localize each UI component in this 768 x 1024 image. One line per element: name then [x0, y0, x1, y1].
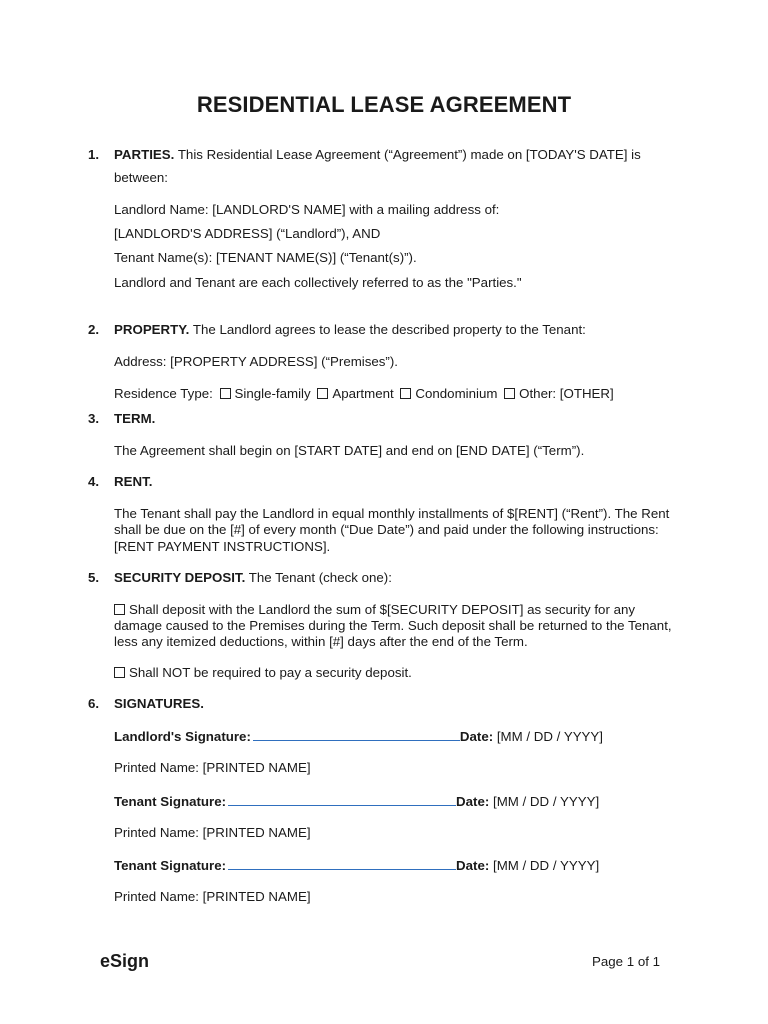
- tenant-1-signature-row: [114, 793, 599, 810]
- parties-collective-line: Landlord and Tenant are each collectively referred to as the "Parties.": [114, 275, 522, 290]
- section-6-number: 6.: [88, 696, 100, 711]
- landlord-printed-name: Printed Name: [PRINTED NAME]: [114, 760, 311, 775]
- tenant-1-printed-name: Printed Name: [PRINTED NAME]: [114, 825, 311, 840]
- checkbox-no-deposit[interactable]: [114, 667, 125, 678]
- section-5-heading: SECURITY DEPOSIT.: [114, 570, 246, 585]
- landlord-address-line: [LANDLORD'S ADDRESS] (“Landlord”), AND: [114, 226, 381, 241]
- section-4-heading: RENT.: [114, 474, 153, 489]
- landlord-date-label: Date:: [459, 729, 494, 744]
- section-1-intro-text: This Residential Lease Agreement (“Agreement”) made on [TODAY'S DATE] is: [177, 147, 641, 162]
- tenant-names-line: Tenant Name(s): [TENANT NAME(S)] (“Tenant(s)”).: [114, 250, 417, 265]
- rent-line-2: shall be due on the [#] of every month (“Due Date”) and paid under the following instructions:: [114, 522, 659, 537]
- option-condominium: Condominium: [415, 386, 498, 401]
- section-3-heading: TERM.: [114, 411, 156, 426]
- deposit-option-1-line-3: less any itemized deductions, within [#] days after the end of the Term.: [114, 634, 528, 649]
- deposit-option-2-line: [114, 665, 412, 681]
- checkbox-single-family[interactable]: [220, 388, 231, 399]
- tenant-1-signature-field[interactable]: [228, 793, 456, 806]
- tenant-2-signature-label: Tenant Signature:: [114, 858, 227, 873]
- section-5-intro-line: [114, 570, 392, 586]
- section-1-intro-line-1: [114, 147, 641, 163]
- section-2-heading: PROPERTY.: [114, 322, 190, 337]
- tenant-1-date-label: Date:: [456, 794, 490, 809]
- section-2-number: 2.: [88, 322, 100, 337]
- section-2-intro-text: The Landlord agrees to lease the described property to the Tenant:: [192, 322, 586, 337]
- section-1-intro-line-2: between:: [114, 170, 168, 185]
- rent-line-1: The Tenant shall pay the Landlord in equal monthly installments of $[RENT] (“Rent”). The Rent: [114, 506, 670, 521]
- section-3-number: 3.: [88, 411, 100, 426]
- landlord-name-line: Landlord Name: [LANDLORD'S NAME] with a mailing address of:: [114, 202, 500, 217]
- section-2-intro-line: [114, 322, 586, 338]
- landlord-signature-field[interactable]: [253, 728, 460, 741]
- tenant-2-signature-row: [114, 857, 599, 874]
- residence-type-label: Residence Type:: [114, 386, 213, 401]
- tenant-2-date-value[interactable]: [MM / DD / YYYY]: [493, 858, 600, 873]
- deposit-option-1-text: Shall deposit with the Landlord the sum of $[SECURITY DEPOSIT] as security for any: [129, 602, 636, 617]
- checkbox-other[interactable]: [504, 388, 515, 399]
- option-other: Other: [OTHER]: [519, 386, 614, 401]
- landlord-signature-row: [114, 728, 603, 745]
- section-6-heading: SIGNATURES.: [114, 696, 204, 711]
- page-number: Page 1 of 1: [592, 954, 661, 969]
- section-5-number: 5.: [88, 570, 100, 585]
- section-5-intro-text: The Tenant (check one):: [248, 570, 392, 585]
- tenant-2-printed-name: Printed Name: [PRINTED NAME]: [114, 889, 311, 904]
- section-1-heading: PARTIES.: [114, 147, 175, 162]
- tenant-2-signature-field[interactable]: [228, 857, 456, 870]
- deposit-option-1-line-2: damage caused to the Premises during the Term. Such deposit shall be returned to the Tenant,: [114, 618, 672, 633]
- esign-logo: eSign: [100, 951, 150, 971]
- document-title: RESIDENTIAL LEASE AGREEMENT: [196, 92, 572, 117]
- landlord-date-value[interactable]: [MM / DD / YYYY]: [496, 729, 603, 744]
- landlord-signature-label: Landlord's Signature:: [114, 729, 251, 744]
- tenant-2-date-label: Date:: [456, 858, 490, 873]
- deposit-option-1-line-1: [114, 602, 635, 618]
- option-single-family: Single-family: [234, 386, 311, 401]
- option-apartment: Apartment: [332, 386, 394, 401]
- term-text-line: The Agreement shall begin on [START DATE] and end on [END DATE] (“Term”).: [114, 443, 585, 458]
- property-address-line: Address: [PROPERTY ADDRESS] (“Premises”).: [114, 354, 398, 369]
- deposit-option-2-text: Shall NOT be required to pay a security deposit.: [129, 665, 412, 680]
- tenant-1-date-value[interactable]: [MM / DD / YYYY]: [493, 794, 600, 809]
- section-4-number: 4.: [88, 474, 100, 489]
- section-1-number: 1.: [88, 147, 100, 162]
- residence-type-line: [114, 386, 614, 402]
- checkbox-condominium[interactable]: [400, 388, 411, 399]
- checkbox-apartment[interactable]: [317, 388, 328, 399]
- tenant-1-signature-label: Tenant Signature:: [114, 794, 227, 809]
- rent-line-3: [RENT PAYMENT INSTRUCTIONS].: [114, 539, 331, 554]
- checkbox-shall-deposit[interactable]: [114, 604, 125, 615]
